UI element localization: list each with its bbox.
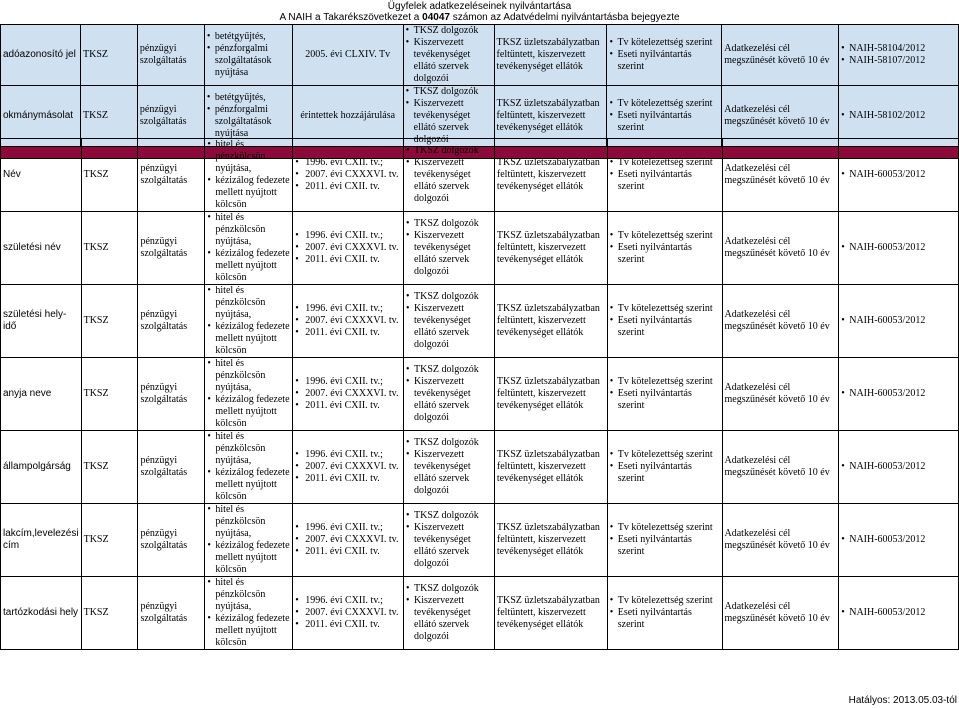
registration-note-post: számon az Adatvédelmi nyilvántartásba bejegyezte [449,12,680,23]
recipients-list [406,437,492,497]
activity-list [207,92,290,140]
recipients-list-item: • TKSZ dolgozók [406,291,492,303]
law-list-item: • 2011. évi CXII. tv. [295,254,401,266]
naih-cell [839,285,959,358]
duration-list-item: • Eseti nyilvántartás szerint [610,461,720,485]
naih-list-item: • NAIH-60053/2012 [841,534,956,546]
top-row [1,25,959,86]
activity-list [207,139,290,211]
retention-cell [722,577,839,650]
duration-list-item: • Eseti nyilvántartás szerint [610,242,720,266]
service-type: pénzügyi szolgáltatás [139,43,187,66]
law-list [295,595,401,631]
data-category-cell [1,25,81,86]
duration-cell [607,431,722,504]
retention-cell [722,431,839,504]
law-list [295,522,401,558]
law-list-item: • 2011. évi CXII. tv. [295,327,401,339]
personal-data-row [1,139,959,212]
activity-list [207,358,290,430]
activity-cell [205,504,293,577]
service-type: pénzügyi szolgáltatás [140,601,188,624]
recipients-list [406,145,492,205]
naih-cell [839,504,959,577]
legal-basis-cell [293,212,404,285]
law-list-item: • 2011. évi CXII. tv. [295,181,401,193]
law-list-item: • 1996. évi CXII. tv.; [295,449,401,461]
law-list-item: • 2007. évi CXXXVI. tv. [295,315,401,327]
naih-cell [839,25,959,86]
service-type: pénzügyi szolgáltatás [140,528,188,551]
duration-cell [607,285,722,358]
service-cell [138,285,205,358]
data-category-cell [1,139,82,212]
duration-list [610,376,720,412]
controller-cell [81,504,138,577]
processor: TKSZ üzletszabályzatban feltüntett, kiszervezett tevékenységet ellátók [496,595,600,630]
recipients-list-item: • TKSZ dolgozók [406,218,492,230]
processor-cell [494,358,607,431]
activity-cell [205,139,293,212]
activity-cell [205,577,293,650]
controller: TKSZ [83,534,109,545]
legal-basis-cell [293,285,404,358]
controller: TKSZ [82,49,108,60]
recipients-list-item: • TKSZ dolgozók [406,437,492,449]
activity-cell [205,212,293,285]
legal-basis-cell [293,358,404,431]
retention: Adatkezelési cél megszűnését követő 10 év [724,104,830,127]
activity-list-item: • hitel és pénzkölcsön nyújtása, [207,504,290,540]
activity-list [207,212,290,284]
recipients-list [406,218,492,278]
processor-cell [494,285,607,358]
processor: TKSZ üzletszabályzatban feltüntett, kiszervezett tevékenységet ellátók [496,37,600,72]
activity-list [207,504,290,576]
recipients-cell [404,139,495,212]
recipients-list-item: • Kiszervezett tevékenységet ellátó szervek dolgozói [406,522,492,570]
legal-basis-cell [293,577,404,650]
law-list-item: • 1996. évi CXII. tv.; [295,157,401,169]
naih-list-item: • NAIH-58107/2012 [841,55,956,67]
duration-list-item: • Eseti nyilvántartás szerint [610,169,720,193]
personal-data-row [1,577,959,650]
data-category: állampolgárság [3,461,71,472]
activity-list-item: • kézizálog fedezete mellett nyújtott kölcsön [207,540,290,576]
recipients-list-item: • Kiszervezett tevékenységet ellátó szervek dolgozói [406,98,492,146]
retention: Adatkezelési cél megszűnését követő 10 év [724,528,830,551]
controller: TKSZ [83,169,109,180]
legal-basis-cell [293,431,404,504]
law-list-item: • 2007. évi CXXXVI. tv. [295,607,401,619]
activity-list-item: • kézizálog fedezete mellett nyújtott kölcsön [207,248,290,284]
recipients-list-item: • Kiszervezett tevékenységet ellátó szervek dolgozói [406,595,492,643]
duration-cell [607,577,722,650]
law-list-item: • 1996. évi CXII. tv.; [295,595,401,607]
controller-cell [80,25,137,86]
legal-basis-cell [293,504,404,577]
activity-list-item: • hitel és pénzkölcsön nyújtása, [207,431,290,467]
law-list [295,376,401,412]
law-list-item: • 2007. évi CXXXVI. tv. [295,388,401,400]
registration-note-pre: A NAIH a Takarékszövetkezet a [279,12,423,23]
retention: Adatkezelési cél megszűnését követő 10 év [724,43,830,66]
duration-list [610,522,720,558]
personal-data-row [1,431,959,504]
recipients-list-item: • TKSZ dolgozók [406,583,492,595]
law-list [295,449,401,485]
retention-cell [722,285,839,358]
duration-list-item: • Eseti nyilvántartás szerint [610,607,720,631]
duration-list-item: • Eseti nyilvántartás szerint [610,388,720,412]
duration-list-item: • Eseti nyilvántartás szerint [609,110,719,134]
recipients-list [406,510,492,570]
naih-list [841,461,956,473]
processor: TKSZ üzletszabályzatban feltüntett, kiszervezett tevékenységet ellátók [496,303,600,338]
recipients-list-item: • Kiszervezett tevékenységet ellátó szervek dolgozói [406,303,492,351]
legal-basis-cell [292,25,403,86]
data-category: születési név [3,242,61,253]
data-category-cell [1,358,82,431]
activity-list-item: • kézizálog fedezete mellett nyújtott kölcsön [207,321,290,357]
personal-data-row [1,358,959,431]
naih-list [841,110,956,122]
service-cell [137,25,204,86]
duration-list-item: • Tv kötelezettség szerint [610,595,720,607]
activity-list-item: • pénzforgalmi szolgáltatások nyújtása [207,104,290,140]
service-type: pénzügyi szolgáltatás [140,309,188,332]
processor-cell [494,431,607,504]
law-list-item: • 2007. évi CXXXVI. tv. [295,534,401,546]
duration-cell [607,25,722,86]
naih-list-item: • NAIH-60053/2012 [841,242,956,254]
legal-basis-cell [293,139,404,212]
activity-cell [205,358,293,431]
activity-list-item: • hitel és pénzkölcsön nyújtása, [207,139,290,175]
personal-data-table [0,138,959,650]
activity-cell [204,25,292,86]
activity-list-item: • hitel és pénzkölcsön nyújtása, [207,358,290,394]
processor-cell [494,212,607,285]
naih-list [841,607,956,619]
recipients-list-item: • TKSZ dolgozók [406,145,492,157]
recipients-list [406,25,492,85]
duration-list [610,157,720,193]
data-category: okmánymásolat [3,110,74,121]
recipients-list-item: • TKSZ dolgozók [406,25,492,37]
activity-list [207,431,290,503]
duration-list [610,230,720,266]
service-type: pénzügyi szolgáltatás [140,382,188,405]
duration-list [609,98,719,134]
recipients-list [406,291,492,351]
controller: TKSZ [83,315,109,326]
naih-list-item: • NAIH-58102/2012 [841,110,956,122]
activity-list-item: • kézizálog fedezete mellett nyújtott kölcsön [207,613,290,649]
controller: TKSZ [82,110,108,121]
retention-cell [722,212,839,285]
processor: TKSZ üzletszabályzatban feltüntett, kiszervezett tevékenységet ellátók [496,522,600,557]
activity-list-item: • kézizálog fedezete mellett nyújtott kölcsön [207,394,290,430]
legal-basis: érintettek hozzájárulása [300,110,396,121]
law-list-item: • 2011. évi CXII. tv. [295,473,401,485]
personal-data-row [1,212,959,285]
recipients-cell [404,577,495,650]
law-list-item: • 1996. évi CXII. tv.; [295,303,401,315]
recipients-list-item: • Kiszervezett tevékenységet ellátó szervek dolgozói [406,37,492,85]
activity-list-item: • betétgyűjtés, [207,92,290,104]
retention-cell [722,139,839,212]
duration-list-item: • Tv kötelezettség szerint [609,37,719,49]
activity-list [207,31,290,79]
recipients-list-item: • Kiszervezett tevékenységet ellátó szervek dolgozói [406,449,492,497]
law-list-item: • 2011. évi CXII. tv. [295,400,401,412]
recipients-list-item: • TKSZ dolgozók [406,86,492,98]
personal-data-row [1,285,959,358]
naih-list [841,388,956,400]
processor: TKSZ üzletszabályzatban feltüntett, kiszervezett tevékenységet ellátók [496,98,600,133]
processor: TKSZ üzletszabályzatban feltüntett, kiszervezett tevékenységet ellátók [496,230,600,265]
service-type: pénzügyi szolgáltatás [140,163,188,186]
service-type: pénzügyi szolgáltatás [140,455,188,478]
data-category-cell [1,212,82,285]
law-list-item: • 1996. évi CXII. tv.; [295,522,401,534]
naih-list-item: • NAIH-60053/2012 [841,388,956,400]
data-category: anyja neve [3,388,52,399]
law-list-item: • 1996. évi CXII. tv.; [295,230,401,242]
recipients-list-item: • Kiszervezett tevékenységet ellátó szervek dolgozói [406,230,492,278]
recipients-list [406,583,492,643]
activity-list-item: • hitel és pénzkölcsön nyújtása, [207,577,290,613]
duration-cell [607,358,722,431]
retention-cell [722,25,839,86]
data-category-cell [1,504,82,577]
controller-cell [81,139,138,212]
controller: TKSZ [83,607,109,618]
service-cell [138,139,205,212]
naih-list [841,242,956,254]
law-list-item: • 2011. évi CXII. tv. [295,546,401,558]
document-title: Ügyfelek adatkezeléseinek nyilvántartása [387,1,572,12]
law-list-item: • 2011. évi CXII. tv. [295,619,401,631]
law-list [295,230,401,266]
effective-date: Hatályos: 2013.05.03-tól [848,695,957,706]
retention: Adatkezelési cél megszűnését követő 10 év [724,163,830,186]
naih-cell [839,431,959,504]
data-category-cell [1,577,82,650]
naih-cell [839,358,959,431]
controller-cell [81,577,138,650]
activity-list-item: • betétgyűjtés, [207,31,290,43]
processor-cell [494,577,607,650]
naih-list [841,169,956,181]
duration-list-item: • Eseti nyilvántartás szerint [609,49,719,73]
recipients-list-item: • TKSZ dolgozók [406,510,492,522]
registration-number: 04047 [422,12,450,23]
naih-list-item: • NAIH-60053/2012 [841,169,956,181]
naih-list-item: • NAIH-60053/2012 [841,607,956,619]
controller-cell [81,358,138,431]
service-cell [138,504,205,577]
law-list-item: • 2007. évi CXXXVI. tv. [295,242,401,254]
naih-list [841,43,956,67]
duration-list-item: • Tv kötelezettség szerint [610,376,720,388]
naih-cell [839,139,959,212]
retention: Adatkezelési cél megszűnését követő 10 év [724,455,830,478]
duration-cell [607,212,722,285]
legal-basis: 2005. évi CLXIV. Tv [305,49,391,60]
activity-list-item: • kézizálog fedezete mellett nyújtott kölcsön [207,175,290,211]
recipients-list [406,364,492,424]
duration-list-item: • Tv kötelezettség szerint [610,303,720,315]
processor: TKSZ üzletszabályzatban feltüntett, kiszervezett tevékenységet ellátók [496,449,600,484]
recipients-list-item: • Kiszervezett tevékenységet ellátó szervek dolgozói [406,376,492,424]
duration-list-item: • Tv kötelezettség szerint [609,98,719,110]
controller: TKSZ [83,388,109,399]
service-cell [138,212,205,285]
data-category: Név [3,169,21,180]
data-category: születési hely- idő [3,309,67,332]
duration-cell [607,139,722,212]
recipients-cell [404,285,495,358]
controller-cell [81,285,138,358]
activity-list [207,577,290,649]
service-type: pénzügyi szolgáltatás [140,236,188,259]
processor-cell [494,504,607,577]
service-cell [138,431,205,504]
activity-list-item: • hitel és pénzkölcsön nyújtása, [207,285,290,321]
law-list-item: • 2007. évi CXXXVI. tv. [295,461,401,473]
recipients-cell [404,212,495,285]
activity-cell [205,431,293,504]
law-list [295,157,401,193]
controller-cell [81,431,138,504]
processor: TKSZ üzletszabályzatban feltüntett, kiszervezett tevékenységet ellátók [496,376,600,411]
duration-list-item: • Eseti nyilvántartás szerint [610,315,720,339]
activity-cell [205,285,293,358]
duration-list-item: • Tv kötelezettség szerint [610,522,720,534]
retention-cell [722,504,839,577]
naih-list-item: • NAIH-58104/2012 [841,43,956,55]
controller: TKSZ [83,242,109,253]
retention: Adatkezelési cél megszűnését követő 10 év [724,309,830,332]
processor: TKSZ üzletszabályzatban feltüntett, kiszervezett tevékenységet ellátók [496,157,600,192]
retention: Adatkezelési cél megszűnését követő 10 év [724,601,830,624]
duration-list-item: • Tv kötelezettség szerint [610,230,720,242]
processor-cell [494,25,607,86]
recipients-cell [403,25,494,86]
recipients-list-item: • TKSZ dolgozók [406,364,492,376]
duration-list [610,595,720,631]
naih-cell [839,577,959,650]
law-list-item: • 1996. évi CXII. tv.; [295,376,401,388]
naih-cell [839,212,959,285]
retention: Adatkezelési cél megszűnését követő 10 év [724,236,830,259]
service-type: pénzügyi szolgáltatás [139,104,187,127]
data-category-cell [1,431,82,504]
service-cell [138,358,205,431]
duration-list-item: • Tv kötelezettség szerint [610,157,720,169]
data-category: lakcím,levelezési cím [3,528,79,551]
duration-cell [607,504,722,577]
naih-list [841,534,956,546]
activity-list-item: • hitel és pénzkölcsön nyújtása, [207,212,290,248]
recipients-list-item: • Kiszervezett tevékenységet ellátó szervek dolgozói [406,157,492,205]
controller: TKSZ [83,461,109,472]
activity-list [207,285,290,357]
processor-cell [494,139,607,212]
service-cell [138,577,205,650]
duration-list-item: • Tv kötelezettség szerint [610,449,720,461]
recipients-cell [404,358,495,431]
recipients-list [406,86,492,146]
controller-cell [81,212,138,285]
recipients-cell [404,504,495,577]
duration-list [610,303,720,339]
activity-list-item: • kézizálog fedezete mellett nyújtott kölcsön [207,467,290,503]
personal-data-row [1,504,959,577]
duration-list [609,37,719,73]
registration-note [0,12,959,23]
naih-list [841,315,956,327]
data-category: tartózkodási hely [3,607,79,618]
naih-list-item: • NAIH-60053/2012 [841,315,956,327]
activity-list-item: • pénzforgalmi szolgáltatások nyújtása [207,43,290,79]
data-category: adóazonosító jel [3,49,76,60]
law-list-item: • 2007. évi CXXXVI. tv. [295,169,401,181]
recipients-cell [404,431,495,504]
data-category-cell [1,285,82,358]
naih-list-item: • NAIH-60053/2012 [841,461,956,473]
duration-list [610,449,720,485]
law-list [295,303,401,339]
retention-cell [722,358,839,431]
duration-list-item: • Eseti nyilvántartás szerint [610,534,720,558]
retention: Adatkezelési cél megszűnését követő 10 év [724,382,830,405]
